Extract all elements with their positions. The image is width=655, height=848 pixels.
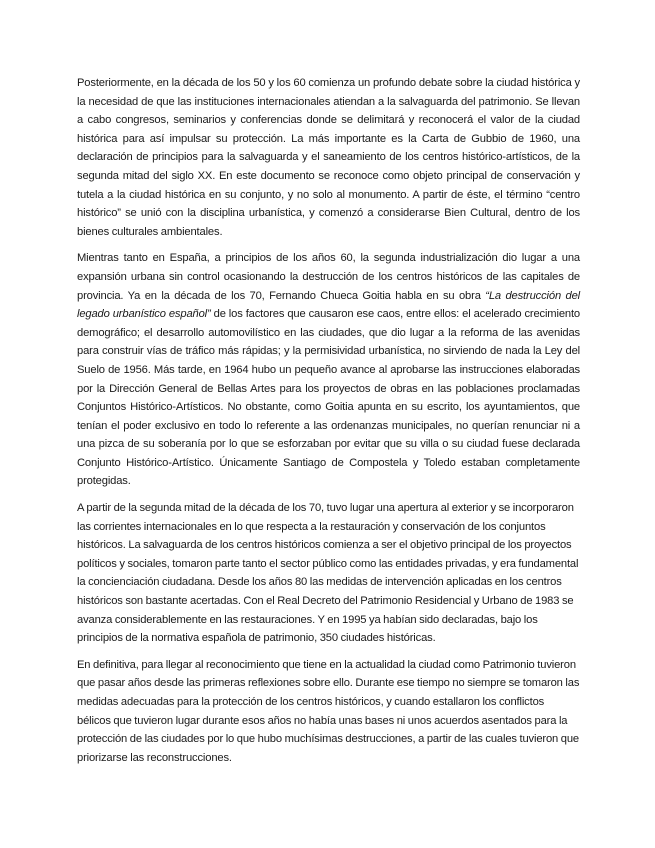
paragraph-2 [77, 249, 580, 491]
book-title: “La destrucción del legado urbanístico español” [77, 289, 581, 321]
paragraph-2-text-start: Mientras tanto en España, a principios de los años 60, la segunda industrialización dio lugar a una expansión urbana sin control ocasionando la destrucción de los centros históricos de las capitales de provincia. Ya en la década de los 70, Fernando Chueca Goitia habla en su obra [77, 252, 580, 302]
paragraph-1: Posteriormente, en la década de los 50 y los 60 comienza un profundo debate sobre la ciudad histórica y la necesidad de que las instituciones internacionales atiendan a la salvaguarda del patrimonio. Se llevan a cabo congresos, seminarios y conferencias donde se delimitará y reconocerá el valor de la ciudad histórica para así impulsar su protección. La más importante es la Carta de Gubbio de 1960, una declaración de principios para la salvaguarda y el saneamiento de los centros histórico-artísticos, de la segunda mitad del siglo XX. En este documento se reconoce como objeto principal de conservación y tutela a la ciudad histórica en su conjunto, y no solo al monumento. A partir de éste, el término “centro histórico” se unió con la disciplina urbanística, y comenzó a considerarse Bien Cultural, dentro de los bienes culturales ambientales. [77, 77, 580, 238]
paragraph-3: A partir de la segunda mitad de la década de los 70, tuvo lugar una apertura al exterior y se incorporaron las corrientes internacionales en lo que respecta a la restauración y conservación de los conjuntos históricos. La salvaguarda de los centros históricos comienza a ser el objetivo principal de los proyectos políticos y sociales, tomaron parte tanto el sector público como las entidades privadas, y era fundamental la concienciación ciudadana. Desde los años 80 las medidas de intervención aplicadas en los centros históricos son bastante acertadas. Con el Real Decreto del Patrimonio Residencial y Urbano de 1983 se avanza considerablemente en las restauraciones. Y en 1995 ya habían sido declaradas, bajo los principios de la normativa española de patrimonio, 350 ciudades históricas. [77, 502, 579, 645]
document-body [77, 74, 580, 775]
paragraph-2-text-end: de los factores que causaron ese caos, entre ellos: el acelerado crecimiento demográfico; el desarrollo automovilístico en las ciudades, que dio lugar a la reforma de las avenidas para construir vías de tráfico más rápidas; y la permisividad urbanística, no sirviendo de nada la Ley del Suelo de 1956. Más tarde, en 1964 hubo un pequeño avance al aprobarse las instrucciones elaboradas por la Dirección General de Bellas Artes para los proyectos de obras en las poblaciones proclamadas Conjuntos Histórico-Artísticos. No obstante, como Goitia apunta en su escrito, los ayuntamientos, que tenían el poder exclusivo en todo lo referente a las ordenanzas municipales, no querían renunciar ni a una pizca de su soberanía por lo que se esforzaban por evitar que su villa o su ciudad fuese declarada Conjunto Histórico-Artístico. Únicamente Santiago de Compostela y Toledo estaban completamente protegidas. [77, 308, 580, 488]
paragraph-4: En definitiva, para llegar al reconocimiento que tiene en la actualidad la ciudad como Patrimonio tuvieron que pasar años desde las primeras reflexiones sobre ello. Durante ese tiempo no siempre se tomaron las medidas adecuadas para la protección de los centros históricos, y cuando estallaron los conflictos bélicos que tuvieron lugar durante esos años no había unas bases ni unos acuerdos asentados para la protección de las ciudades por lo que hubo muchísimas destrucciones, a partir de las cuales tuvieron que priorizarse las reconstrucciones. [77, 658, 580, 764]
